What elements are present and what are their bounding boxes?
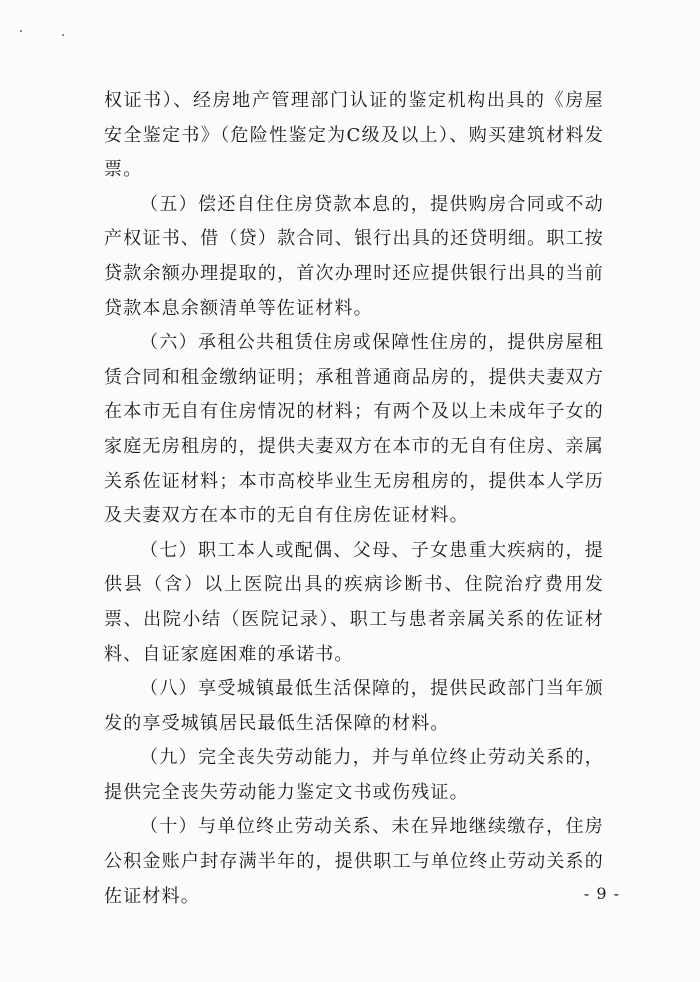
paragraph-item-8: （八）享受城镇最低生活保障的，提供民政部门当年颁发的享受城镇居民最低生活保障的材料。 [104, 678, 604, 734]
paragraph-item-6: （六）承租公共租赁住房或保障性住房的，提供房屋租赁合同和租金缴纳证明；承租普通商品房的，提供夫妻双方在本市无自有住房情况的材料；有两个及以上未成年子女的家庭无房租房的，提供夫妻双方在本市的无自有住房、亲属关系佐证材料；本市高校毕业生无房租房的，提供本人学历及夫妻双方在本市的无自有住房佐证材料。 [104, 332, 604, 527]
page-number: - 9 - [583, 884, 620, 903]
paragraph-continuation: 权证书）、经房地产管理部门认证的鉴定机构出具的《房屋安全鉴定书》（危险性鉴定为C级及以上）、购买建筑材料发票。 [104, 90, 604, 181]
scan-speck [62, 34, 64, 36]
paragraph-item-5: （五）偿还自住住房贷款本息的，提供购房合同或不动产权证书、借（贷）款合同、银行出具的还贷明细。职工按贷款余额办理提取的，首次办理时还应提供银行出具的当前贷款本息余额清单等佐证材料。 [104, 193, 604, 319]
document-body [104, 84, 604, 914]
paragraph-item-9: （九）完全丧失劳动能力，并与单位终止劳动关系的，提供完全丧失劳动能力鉴定文书或伤残证。 [104, 747, 604, 803]
paragraph-item-7: （七）职工本人或配偶、父母、子女患重大疾病的，提供县（含）以上医院出具的疾病诊断书、住院治疗费用发票、出院小结（医院记录）、职工与患者亲属关系的佐证材料、自证家庭困难的承诺书。 [104, 539, 604, 665]
paragraph-item-10: （十）与单位终止劳动关系、未在异地继续缴存，住房公积金账户封存满半年的，提供职工与单位终止劳动关系的佐证材料。 [104, 816, 604, 907]
scan-speck [20, 30, 22, 32]
